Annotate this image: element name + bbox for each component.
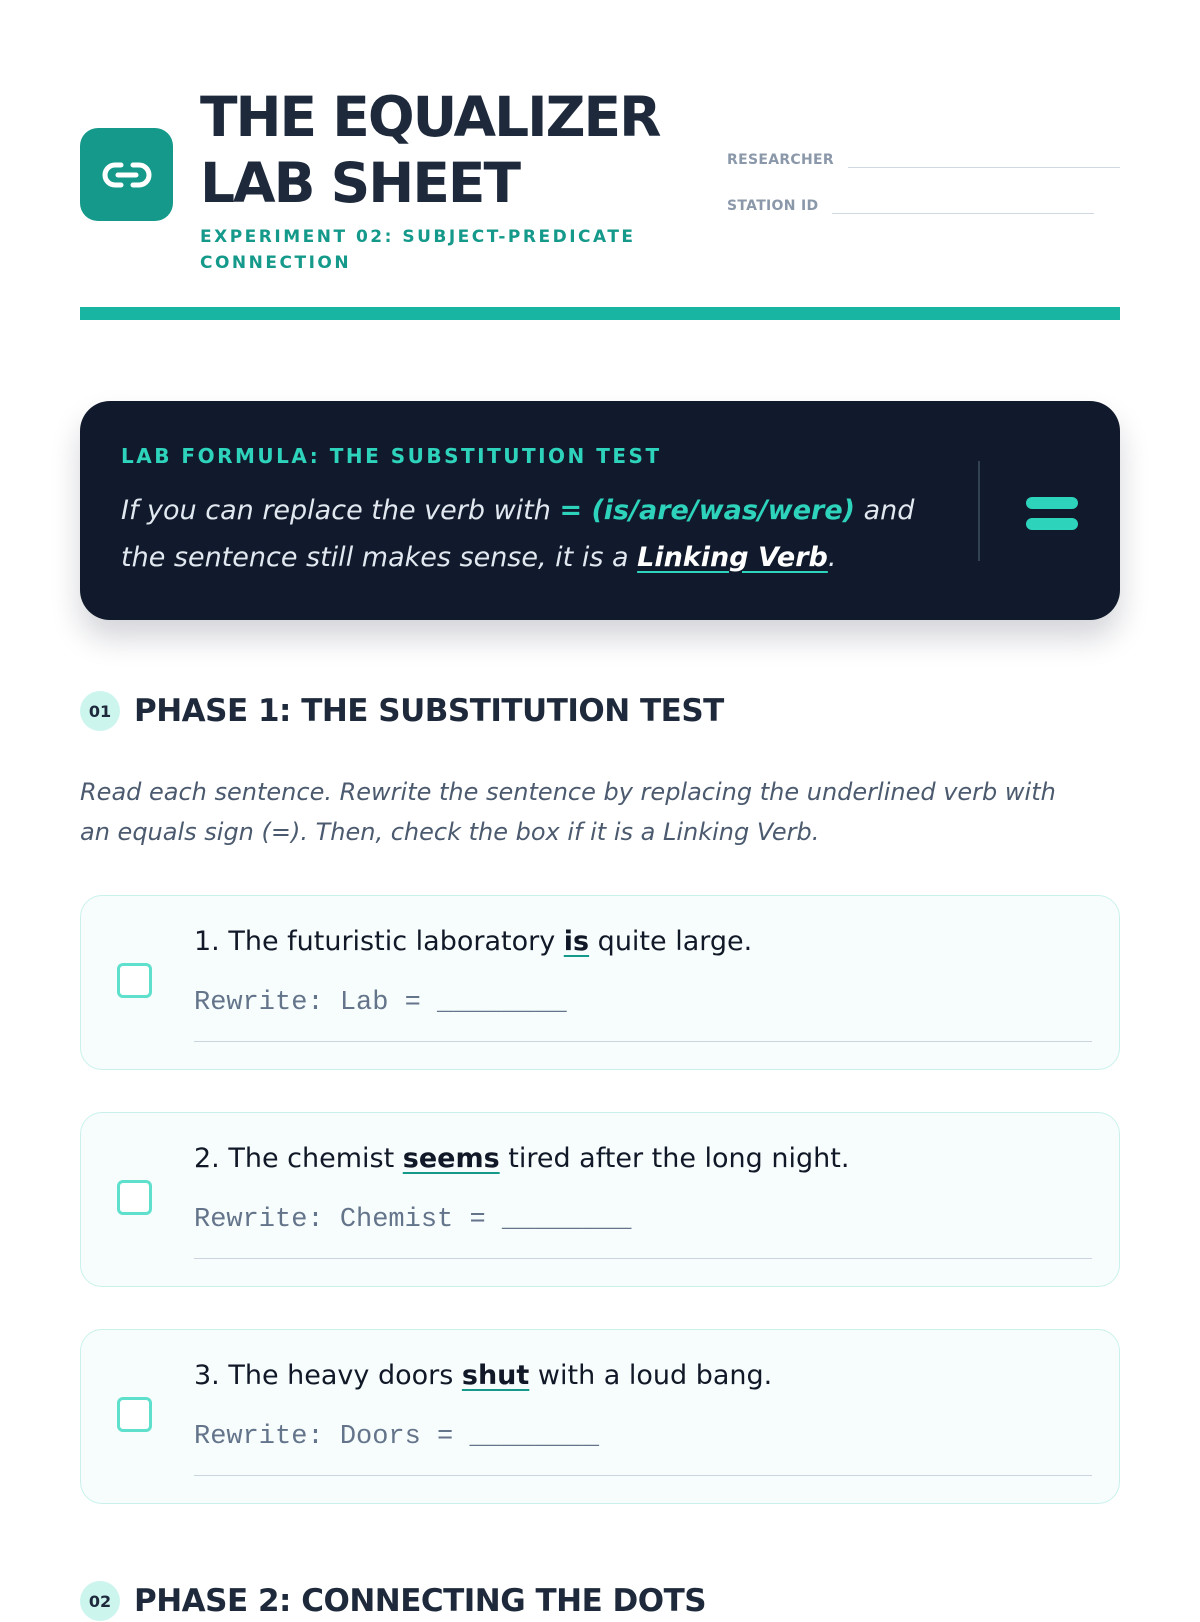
formula-text-middle: and the sentence still makes sense, it is a <box>121 495 915 573</box>
underlined-verb: shut <box>461 1360 530 1391</box>
researcher-label: RESEARCHER <box>727 152 834 168</box>
sentence-before: 3. The heavy doors <box>194 1360 462 1391</box>
underlined-verb: is <box>563 926 590 957</box>
sentence-before: 1. The futuristic laboratory <box>194 926 564 957</box>
researcher-row <box>727 134 1120 180</box>
linking-verb-checkbox-3[interactable] <box>117 1397 152 1432</box>
linking-verb-checkbox-1[interactable] <box>117 963 152 998</box>
formula-highlight: = (is/are/was/were) <box>559 495 856 526</box>
rewrite-prompt-3: Rewrite: Doors = ________ <box>194 1422 600 1452</box>
exercise-card-2 <box>80 1112 1120 1287</box>
phase-1-instructions: Read each sentence. Rewrite the sentence by replacing the underlined verb with an equals sign (=). Then, check the box if it is a Linking Verb. <box>80 778 1056 846</box>
exercise-card-1 <box>80 895 1120 1070</box>
rewrite-prompt-2: Rewrite: Chemist = ________ <box>194 1205 632 1235</box>
header <box>80 84 1120 314</box>
phase-2-badge: 02 <box>80 1581 120 1621</box>
formula-text-end: . <box>827 542 837 573</box>
logo <box>80 128 173 221</box>
linking-verb-checkbox-2[interactable] <box>117 1180 152 1215</box>
rewrite-answer-line-1[interactable] <box>194 1041 1092 1042</box>
station-id-row <box>727 180 1120 226</box>
page-title <box>200 84 720 216</box>
rewrite-answer-line-3[interactable] <box>194 1475 1092 1476</box>
rewrite-prompt-1: Rewrite: Lab = ________ <box>194 988 567 1018</box>
formula-title: LAB FORMULA: THE SUBSTITUTION TEST <box>121 444 662 468</box>
underlined-verb: seems <box>402 1143 500 1174</box>
rewrite-answer-line-2[interactable] <box>194 1258 1092 1259</box>
exercise-sentence-2 <box>194 1143 849 1174</box>
formula-text <box>121 487 941 581</box>
sentence-after: with a loud bang. <box>529 1360 773 1391</box>
title-line-2: LAB SHEET <box>200 151 519 215</box>
phase-2-heading <box>80 1580 706 1622</box>
phase-2-title: PHASE 2: CONNECTING THE DOTS <box>134 1583 707 1619</box>
researcher-field[interactable] <box>848 137 1120 168</box>
sentence-before: 2. The chemist <box>194 1143 403 1174</box>
linking-verb-term: Linking Verb <box>637 542 828 573</box>
sentence-after: tired after the long night. <box>499 1143 850 1174</box>
phase-1-heading <box>80 690 724 732</box>
header-fields <box>727 134 1120 226</box>
formula-text-before: If you can replace the verb with <box>121 495 560 526</box>
equals-icon <box>1026 497 1078 531</box>
station-id-field[interactable] <box>832 183 1094 214</box>
sentence-after: quite large. <box>589 926 753 957</box>
phase-1-badge: 01 <box>80 691 120 731</box>
title-block <box>200 84 720 276</box>
phase-1-title: PHASE 1: THE SUBSTITUTION TEST <box>134 693 724 729</box>
link-icon <box>101 158 153 192</box>
header-divider <box>80 307 1120 320</box>
exercise-card-3 <box>80 1329 1120 1504</box>
exercise-sentence-3 <box>194 1360 772 1391</box>
formula-card <box>80 401 1120 620</box>
station-id-label: STATION ID <box>727 198 819 214</box>
formula-divider <box>978 461 980 561</box>
exercise-sentence-1 <box>194 926 752 957</box>
experiment-subtitle: EXPERIMENT 02: SUBJECT-PREDICATE CONNECTION <box>200 227 636 273</box>
title-line-1: THE EQUALIZER <box>200 85 660 149</box>
